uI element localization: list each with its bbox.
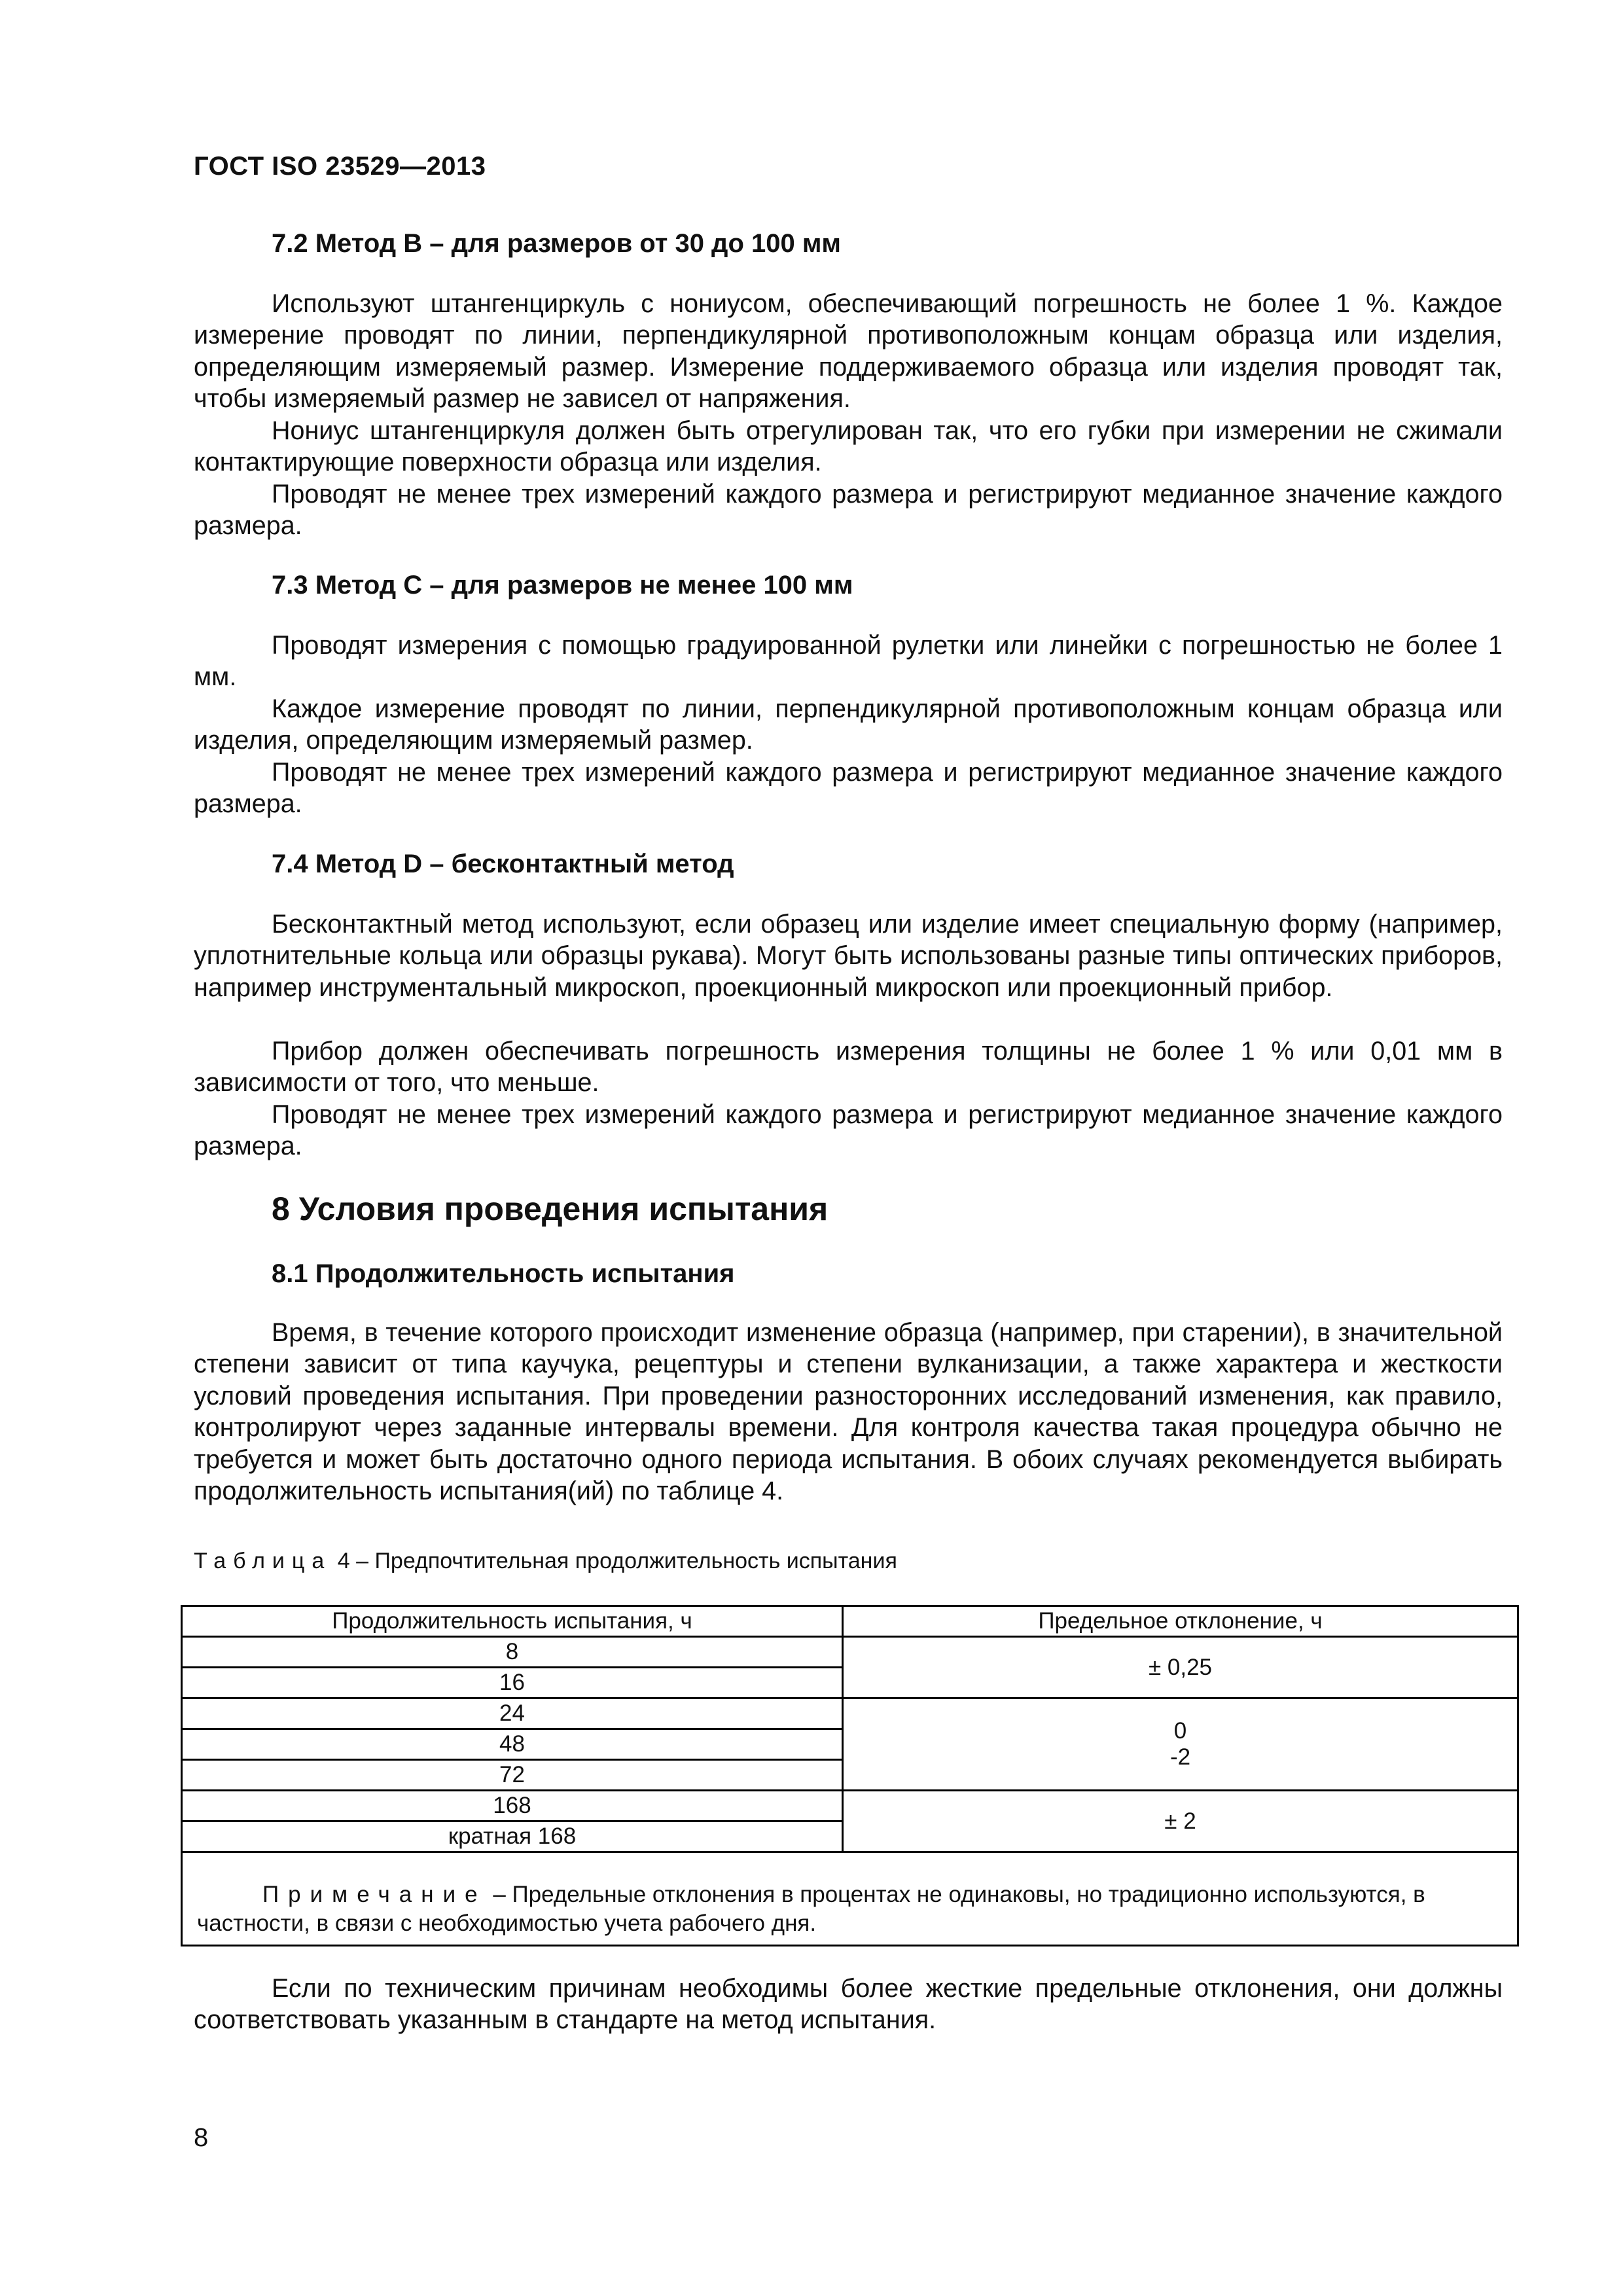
duration-cell: 24 xyxy=(182,1698,843,1729)
table-note-head: Примечание xyxy=(262,1882,487,1907)
document-header: ГОСТ ISO 23529—2013 xyxy=(194,152,486,181)
table-header-deviation: Предельное отклонение, ч xyxy=(843,1606,1518,1637)
closing-paragraph: Если по техническим причинам необходимы более жесткие предельные отклонения, они должны соответствовать указанным в стандарте на метод испытания. xyxy=(194,1974,1503,2035)
duration-cell: 16 xyxy=(182,1668,843,1698)
table-header-row xyxy=(182,1606,1518,1637)
deviation-lower: -2 xyxy=(1169,1744,1191,1770)
table-4-caption xyxy=(194,1549,897,1574)
table-note xyxy=(182,1852,1518,1946)
table-row xyxy=(182,1698,1518,1729)
table-note-row xyxy=(182,1852,1518,1946)
table-row xyxy=(182,1637,1518,1668)
section-8-1-paragraph-1: Время, в течение которого происходит изменение образца (например, при старении), в значительной степени зависит от типа каучука, рецептуры и степени вулканизации, а также характера и жесткости условий проведения испытания. При проведении разносторонних исследований изменения, как правило, контролируют через заданные интервалы времени. Для контроля качества такая процедура обычно не требуется и может быть достаточно одного периода испытания. В обоих случаях рекомендуется выбирать продолжительность испытания(ий) по таблице 4. xyxy=(194,1318,1503,1506)
page-number: 8 xyxy=(194,2123,209,2152)
table-row xyxy=(182,1791,1518,1821)
table-4-caption-text: 4 – Предпочтительная продолжительность испытания xyxy=(337,1549,897,1573)
table-note-text: – Предельные отклонения в процентах не одинаковы, но традиционно используются, в частности, в связи с необходимостью учета рабочего дня. xyxy=(197,1882,1425,1936)
section-7-4-title: 7.4 Метод D – бесконтактный метод xyxy=(272,850,734,878)
duration-cell: кратная 168 xyxy=(182,1821,843,1852)
section-7-4-paragraph-2: Прибор должен обеспечивать погрешность измерения толщины не более 1 % или 0,01 мм в зависимости от того, что меньше. xyxy=(194,1037,1503,1098)
section-7-3-paragraph-1: Проводят измерения с помощью градуированной рулетки или линейки с погрешностью не более 1 мм. xyxy=(194,631,1503,692)
deviation-cell: ± 2 xyxy=(843,1791,1518,1852)
deviation-upper: 0 xyxy=(1173,1718,1187,1744)
duration-cell: 48 xyxy=(182,1729,843,1760)
duration-cell: 168 xyxy=(182,1791,843,1821)
section-7-3-paragraph-3: Проводят не менее трех измерений каждого размера и регистрируют медианное значение каждого размера. xyxy=(194,758,1503,819)
table-header-duration: Продолжительность испытания, ч xyxy=(182,1606,843,1637)
duration-cell: 72 xyxy=(182,1760,843,1791)
section-7-2-paragraph-3: Проводят не менее трех измерений каждого размера и регистрируют медианное значение каждого размера. xyxy=(194,480,1503,541)
section-7-2-paragraph-1: Используют штангенциркуль с нониусом, обеспечивающий погрешность не более 1 %. Каждое измерение проводят по линии, перпендикулярной противоположным концам образца или изделия, определяющим измеряемый размер. Измерение поддерживаемого образца или изделия проводят так, чтобы измеряемый размер не зависел от напряжения. xyxy=(194,289,1503,414)
section-8-title: 8 Условия проведения испытания xyxy=(272,1191,829,1227)
table-4-caption-word: Таблица xyxy=(194,1549,332,1573)
table-4 xyxy=(181,1605,1519,1946)
deviation-cell xyxy=(843,1698,1518,1791)
section-7-4-paragraph-3: Проводят не менее трех измерений каждого размера и регистрируют медианное значение каждого размера. xyxy=(194,1100,1503,1161)
section-7-2-paragraph-2: Нониус штангенциркуля должен быть отрегулирован так, что его губки при измерении не сжимали контактирующие поверхности образца или изделия. xyxy=(194,416,1503,477)
deviation-cell: ± 0,25 xyxy=(843,1637,1518,1698)
section-7-3-title: 7.3 Метод С – для размеров не менее 100 мм xyxy=(272,571,853,600)
duration-cell: 8 xyxy=(182,1637,843,1668)
section-7-4-paragraph-1: Бесконтактный метод используют, если образец или изделие имеет специальную форму (например, уплотнительные кольца или образцы рукава). Могут быть использованы разные типы оптических приборов, например инструментальный микроскоп, проекционный микроскоп или проекционный прибор. xyxy=(194,910,1503,1002)
section-7-2-title: 7.2 Метод В – для размеров от 30 до 100 мм xyxy=(272,229,842,258)
section-7-3-paragraph-2: Каждое измерение проводят по линии, перпендикулярной противоположным концам образца или изделия, определяющим измеряемый размер. xyxy=(194,694,1503,755)
section-8-1-title: 8.1 Продолжительность испытания xyxy=(272,1259,735,1288)
